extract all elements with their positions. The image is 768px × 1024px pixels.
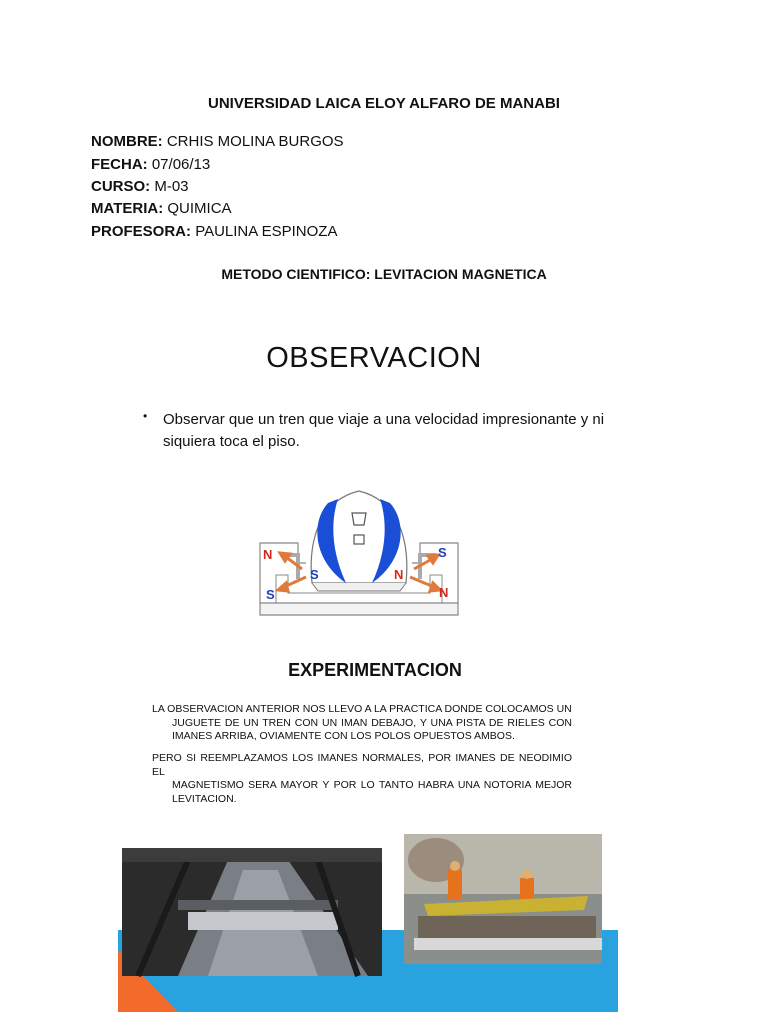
info-label: CURSO: [91,178,151,195]
experimentation-paragraph-2 [152,752,572,806]
info-value: QUIMICA [167,200,232,217]
paragraph-continuation: MAGNETISMO SERA MAYOR Y POR LO TANTO HABRA UNA NOTORIA MEJOR LEVITACION. [172,779,572,805]
method-title: METODO CIENTIFICO: LEVITACION MAGNETICA [221,266,547,282]
info-label: NOMBRE: [91,133,163,150]
toy-train-photo [404,834,602,964]
bullet-marker: • [143,409,148,423]
pole-label: S [266,587,275,602]
info-nombre [91,131,344,153]
info-label: MATERIA: [91,200,164,217]
info-value: CRHIS MOLINA BURGOS [166,133,344,150]
info-value: 07/06/13 [151,156,211,173]
info-materia [91,198,232,220]
observation-title: OBSERVACION [266,342,482,374]
experimentation-paragraph-1 [152,703,572,744]
info-fecha [91,154,210,176]
pole-label: N [439,585,449,600]
university-title: UNIVERSIDAD LAICA ELOY ALFARO DE MANABI [208,95,560,112]
track-photo [122,848,382,976]
info-value: M-03 [154,178,189,195]
info-label: FECHA: [91,156,148,173]
pole-label: S [310,567,319,582]
pole-label: N [394,567,404,582]
info-profesora [91,221,337,243]
info-curso [91,176,189,198]
paragraph-continuation: JUGUETE DE UN TREN CON UN IMAN DEBAJO, Y UNA PISTA DE RIELES CON IMANES ARRIBA, OVIAMENTE CON LOS POLOS OPUESTOS AMBOS. [172,716,572,742]
paragraph-first-line: LA OBSERVACION ANTERIOR NOS LLEVO A LA PRACTICA DONDE COLOCAMOS UN [152,703,572,715]
pole-label: N [263,547,273,562]
maglev-diagram [258,483,460,619]
experimentation-title: EXPERIMENTACION [288,660,462,680]
experiment-photos [118,830,618,1012]
paragraph-first-line: PERO SI REEMPLAZAMOS LOS IMANES NORMALES, POR IMANES DE NEODIMIO EL [152,752,572,778]
pole-label: S [438,545,447,560]
info-label: PROFESORA: [91,223,192,240]
observation-text: Observar que un tren que viaje a una velocidad impresionante y ni siquiera toca el piso. [163,411,605,450]
info-value: PAULINA ESPINOZA [195,223,338,240]
